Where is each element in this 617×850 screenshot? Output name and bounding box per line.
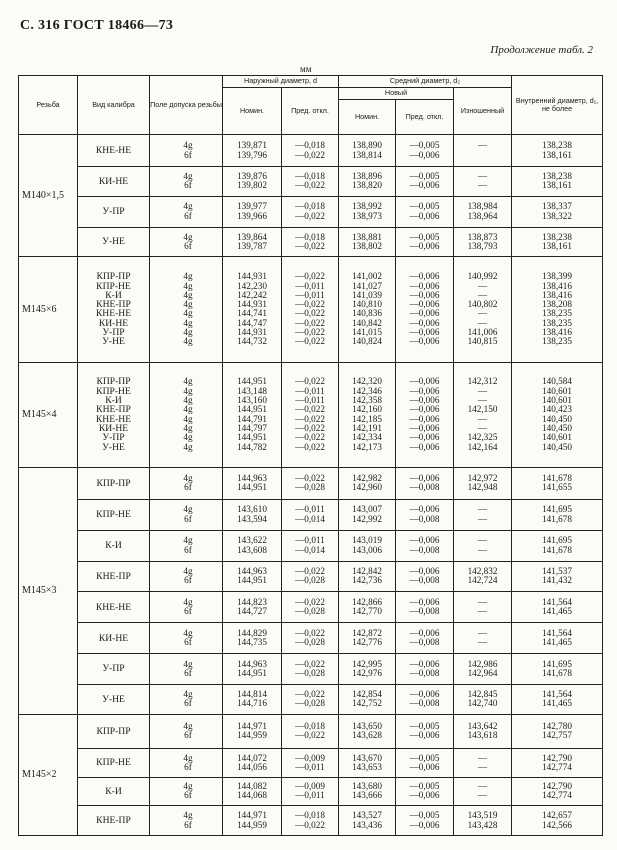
pitch-nom-cell: 141,002 141,027 141,039 140,810 140,836 140,842 141,015 140,824 — [339, 257, 396, 362]
col-header-outer-dev: Пред. откл. — [282, 88, 339, 135]
pitch-dev-cell: —0,006 —0,008 — [396, 467, 454, 499]
outer-dev-cell: —0,018 —0,022 — [282, 167, 339, 197]
pitch-nom-cell: 142,995 142,976 — [339, 654, 396, 685]
inner-cell: 141,564 141,465 — [512, 623, 603, 654]
inner-cell: 141,678 141,655 — [512, 467, 603, 499]
pitch-nom-cell: 143,650 143,628 — [339, 714, 396, 748]
gauge-cell: КНЕ-ПР — [78, 561, 150, 592]
outer-dev-cell: —0,018 —0,022 — [282, 714, 339, 748]
pitch-nom-cell: 138,881 138,802 — [339, 227, 396, 257]
gauge-cell: КИ-НЕ — [78, 623, 150, 654]
tolerance-cell: 4g 6f — [150, 561, 223, 592]
pitch-worn-cell: — — — [454, 499, 512, 530]
pitch-worn-cell: — — [454, 135, 512, 167]
outer-nom-cell: 144,082 144,068 — [223, 777, 282, 806]
outer-dev-cell: —0,009 —0,011 — [282, 777, 339, 806]
tolerance-cell: 4g 6f — [150, 685, 223, 715]
pitch-nom-cell: 143,670 143,653 — [339, 749, 396, 778]
gauge-cell: КНЕ-НЕ — [78, 592, 150, 623]
pitch-dev-cell: —0,005 —0,006 — [396, 806, 454, 836]
dimensions-table — [18, 75, 602, 836]
pitch-dev-cell: —0,006 —0,006 —0,006 —0,006 —0,006 —0,006 —0,006 —0,006 — [396, 362, 454, 467]
continuation-label: Продолжение табл. 2 — [490, 44, 593, 56]
inner-cell: 138,238 138,161 — [512, 135, 603, 167]
outer-nom-cell: 143,610 143,594 — [223, 499, 282, 530]
pitch-nom-cell: 138,992 138,973 — [339, 196, 396, 227]
gauge-cell: КПР-НЕ — [78, 499, 150, 530]
outer-dev-cell: —0,018 —0,022 — [282, 196, 339, 227]
pitch-nom-cell: 142,982 142,960 — [339, 467, 396, 499]
pitch-worn-cell: 138,984 138,964 — [454, 196, 512, 227]
tolerance-cell: 4g 6f — [150, 167, 223, 197]
outer-nom-cell: 143,622 143,608 — [223, 530, 282, 561]
pitch-dev-cell: —0,005 —0,006 — [396, 777, 454, 806]
col-header-pitch-dev: Пред. откл. — [396, 100, 454, 135]
pitch-nom-cell: 142,872 142,776 — [339, 623, 396, 654]
units-label: мм — [300, 64, 312, 74]
outer-dev-cell: —0,022 —0,028 — [282, 561, 339, 592]
outer-dev-cell: —0,022 —0,011 —0,011 —0,022 —0,022 —0,022 —0,022 —0,022 — [282, 257, 339, 362]
outer-nom-cell: 144,823 144,727 — [223, 592, 282, 623]
pitch-nom-cell: 143,007 142,992 — [339, 499, 396, 530]
pitch-nom-cell: 143,680 143,666 — [339, 777, 396, 806]
gauge-cell: У-ПР — [78, 196, 150, 227]
pitch-worn-cell: 142,845 142,740 — [454, 685, 512, 715]
pitch-worn-cell: 140,992 — — 140,802 — — 141,006 140,815 — [454, 257, 512, 362]
outer-dev-cell: —0,018 —0,022 — [282, 135, 339, 167]
page-header: С. 316 ГОСТ 18466—73 — [20, 18, 174, 33]
thread-cell: М140×1,5 — [19, 135, 78, 257]
outer-dev-cell: —0,022 —0,028 — [282, 685, 339, 715]
pitch-worn-cell: — — — [454, 592, 512, 623]
col-header-worn: Изношенный — [454, 88, 512, 135]
tolerance-cell: 4g 6f — [150, 806, 223, 836]
pitch-nom-cell: 138,890 138,814 — [339, 135, 396, 167]
thread-cell: М145×2 — [19, 714, 78, 835]
pitch-dev-cell: —0,006 —0,008 — [396, 623, 454, 654]
tolerance-cell: 4g 6f — [150, 592, 223, 623]
gauge-cell: КНЕ-ПР — [78, 806, 150, 836]
pitch-nom-cell: 142,866 142,770 — [339, 592, 396, 623]
tolerance-cell: 4g 6f — [150, 530, 223, 561]
pitch-worn-cell: 142,986 142,964 — [454, 654, 512, 685]
pitch-worn-cell: 142,972 142,948 — [454, 467, 512, 499]
outer-nom-cell: 144,963 144,951 — [223, 561, 282, 592]
gauge-cell: КПР-НЕ — [78, 749, 150, 778]
pitch-nom-cell: 142,320 142,346 142,358 142,160 142,185 142,191 142,334 142,173 — [339, 362, 396, 467]
pitch-worn-cell: — — — [454, 777, 512, 806]
inner-cell: 141,695 141,678 — [512, 654, 603, 685]
outer-nom-cell: 144,963 144,951 — [223, 467, 282, 499]
outer-dev-cell: —0,011 —0,014 — [282, 499, 339, 530]
inner-cell: 142,657 142,566 — [512, 806, 603, 836]
inner-cell: 138,399 138,416 138,416 138,208 138,235 138,235 138,416 138,235 — [512, 257, 603, 362]
pitch-worn-cell: 138,873 138,793 — [454, 227, 512, 257]
pitch-worn-cell: 143,519 143,428 — [454, 806, 512, 836]
tolerance-cell: 4g 6f — [150, 196, 223, 227]
inner-cell: 142,780 142,757 — [512, 714, 603, 748]
outer-dev-cell: —0,022 —0,028 — [282, 592, 339, 623]
pitch-dev-cell: —0,005 —0,006 — [396, 167, 454, 197]
pitch-worn-cell: — — — [454, 749, 512, 778]
gauge-cell: У-НЕ — [78, 685, 150, 715]
pitch-dev-cell: —0,005 —0,006 — [396, 749, 454, 778]
inner-cell: 138,238 138,161 — [512, 227, 603, 257]
pitch-dev-cell: —0,006 —0,008 — [396, 530, 454, 561]
inner-cell: 141,695 141,678 — [512, 499, 603, 530]
gauge-cell: К-И — [78, 530, 150, 561]
col-header-outer-nom: Номин. — [223, 88, 282, 135]
inner-cell: 142,790 142,774 — [512, 777, 603, 806]
outer-nom-cell: 144,971 144,959 — [223, 806, 282, 836]
thread-cell: М145×6 — [19, 257, 78, 362]
inner-cell: 141,695 141,678 — [512, 530, 603, 561]
pitch-dev-cell: —0,005 —0,006 — [396, 135, 454, 167]
gauge-cell: КПР-ПР — [78, 467, 150, 499]
col-header-inner: Внутренний диаметр, d₁, не более — [512, 76, 603, 135]
pitch-worn-cell: 142,312 — — 142,150 — — 142,325 142,164 — [454, 362, 512, 467]
pitch-nom-cell: 143,527 143,436 — [339, 806, 396, 836]
pitch-dev-cell: —0,006 —0,008 — [396, 499, 454, 530]
tolerance-cell: 4g 4g 4g 4g 4g 4g 4g 4g — [150, 362, 223, 467]
tolerance-cell: 4g 6f — [150, 623, 223, 654]
outer-nom-cell: 139,864 139,787 — [223, 227, 282, 257]
col-header-outer: Наружный диаметр, d — [223, 76, 339, 88]
inner-cell: 140,584 140,601 140,601 140,423 140,450 140,450 140,601 140,450 — [512, 362, 603, 467]
pitch-dev-cell: —0,006 —0,008 — [396, 592, 454, 623]
thread-cell: М145×3 — [19, 467, 78, 714]
gauge-cell: К-И — [78, 777, 150, 806]
tolerance-cell: 4g 6f — [150, 749, 223, 778]
tolerance-cell: 4g 6f — [150, 467, 223, 499]
pitch-dev-cell: —0,006 —0,008 — [396, 561, 454, 592]
outer-nom-cell: 144,951 143,148 143,160 144,951 144,791 144,797 144,951 144,782 — [223, 362, 282, 467]
gauge-cell: КНЕ-НЕ — [78, 135, 150, 167]
pitch-worn-cell: — — — [454, 623, 512, 654]
outer-nom-cell: 144,814 144,716 — [223, 685, 282, 715]
pitch-dev-cell: —0,005 —0,006 — [396, 714, 454, 748]
tolerance-cell: 4g 6f — [150, 499, 223, 530]
outer-dev-cell: —0,022 —0,028 — [282, 623, 339, 654]
col-header-gauge: Вид калибра — [78, 76, 150, 135]
thread-cell: М145×4 — [19, 362, 78, 467]
pitch-dev-cell: —0,005 —0,006 — [396, 227, 454, 257]
outer-dev-cell: —0,022 —0,028 — [282, 467, 339, 499]
pitch-dev-cell: —0,006 —0,008 — [396, 685, 454, 715]
gauge-cell: У-ПР — [78, 654, 150, 685]
col-header-pitch: Средний диаметр, d₂ — [339, 76, 512, 88]
outer-nom-cell: 144,072 144,056 — [223, 749, 282, 778]
outer-dev-cell: —0,018 —0,022 — [282, 227, 339, 257]
col-header-new: Новый — [339, 88, 454, 100]
pitch-worn-cell: 142,832 142,724 — [454, 561, 512, 592]
pitch-worn-cell: 143,642 143,618 — [454, 714, 512, 748]
outer-dev-cell: —0,022 —0,011 —0,011 —0,022 —0,022 —0,022 —0,022 —0,022 — [282, 362, 339, 467]
outer-nom-cell: 139,876 139,802 — [223, 167, 282, 197]
outer-nom-cell: 139,871 139,796 — [223, 135, 282, 167]
col-header-tolerance: Поле допуска резьбы — [150, 76, 223, 135]
pitch-nom-cell: 142,854 142,752 — [339, 685, 396, 715]
outer-nom-cell: 144,963 144,951 — [223, 654, 282, 685]
gauge-cell: КИ-НЕ — [78, 167, 150, 197]
tolerance-cell: 4g 6f — [150, 714, 223, 748]
inner-cell: 141,537 141,432 — [512, 561, 603, 592]
outer-dev-cell: —0,018 —0,022 — [282, 806, 339, 836]
pitch-worn-cell: — — — [454, 167, 512, 197]
pitch-nom-cell: 143,019 143,006 — [339, 530, 396, 561]
gauge-cell: У-НЕ — [78, 227, 150, 257]
outer-dev-cell: —0,011 —0,014 — [282, 530, 339, 561]
outer-nom-cell: 144,971 144,959 — [223, 714, 282, 748]
inner-cell: 138,238 138,161 — [512, 167, 603, 197]
pitch-dev-cell: —0,006 —0,008 — [396, 654, 454, 685]
inner-cell: 141,564 141,465 — [512, 592, 603, 623]
pitch-nom-cell: 138,896 138,820 — [339, 167, 396, 197]
outer-nom-cell: 144,829 144,735 — [223, 623, 282, 654]
pitch-worn-cell: — — — [454, 530, 512, 561]
gauge-cell: КПР-ПР КПР-НЕ К-И КНЕ-ПР КНЕ-НЕ КИ-НЕ У-ПР У-НЕ — [78, 362, 150, 467]
outer-nom-cell: 144,931 142,230 142,242 144,931 144,741 144,747 144,931 144,732 — [223, 257, 282, 362]
tolerance-cell: 4g 6f — [150, 227, 223, 257]
inner-cell: 141,564 141,465 — [512, 685, 603, 715]
inner-cell: 142,790 142,774 — [512, 749, 603, 778]
col-header-pitch-nom: Номин. — [339, 100, 396, 135]
tolerance-cell: 4g 6f — [150, 654, 223, 685]
inner-cell: 138,337 138,322 — [512, 196, 603, 227]
outer-dev-cell: —0,009 —0,011 — [282, 749, 339, 778]
pitch-dev-cell: —0,005 —0,006 — [396, 196, 454, 227]
col-header-thread: Резьба — [19, 76, 78, 135]
gauge-cell: КПР-ПР КПР-НЕ К-И КНЕ-ПР КНЕ-НЕ КИ-НЕ У-ПР У-НЕ — [78, 257, 150, 362]
gauge-cell: КПР-ПР — [78, 714, 150, 748]
tolerance-cell: 4g 4g 4g 4g 4g 4g 4g 4g — [150, 257, 223, 362]
pitch-nom-cell: 142,842 142,736 — [339, 561, 396, 592]
pitch-dev-cell: —0,006 —0,006 —0,006 —0,006 —0,006 —0,006 —0,006 —0,006 — [396, 257, 454, 362]
outer-nom-cell: 139,977 139,966 — [223, 196, 282, 227]
tolerance-cell: 4g 6f — [150, 777, 223, 806]
outer-dev-cell: —0,022 —0,028 — [282, 654, 339, 685]
tolerance-cell: 4g 6f — [150, 135, 223, 167]
